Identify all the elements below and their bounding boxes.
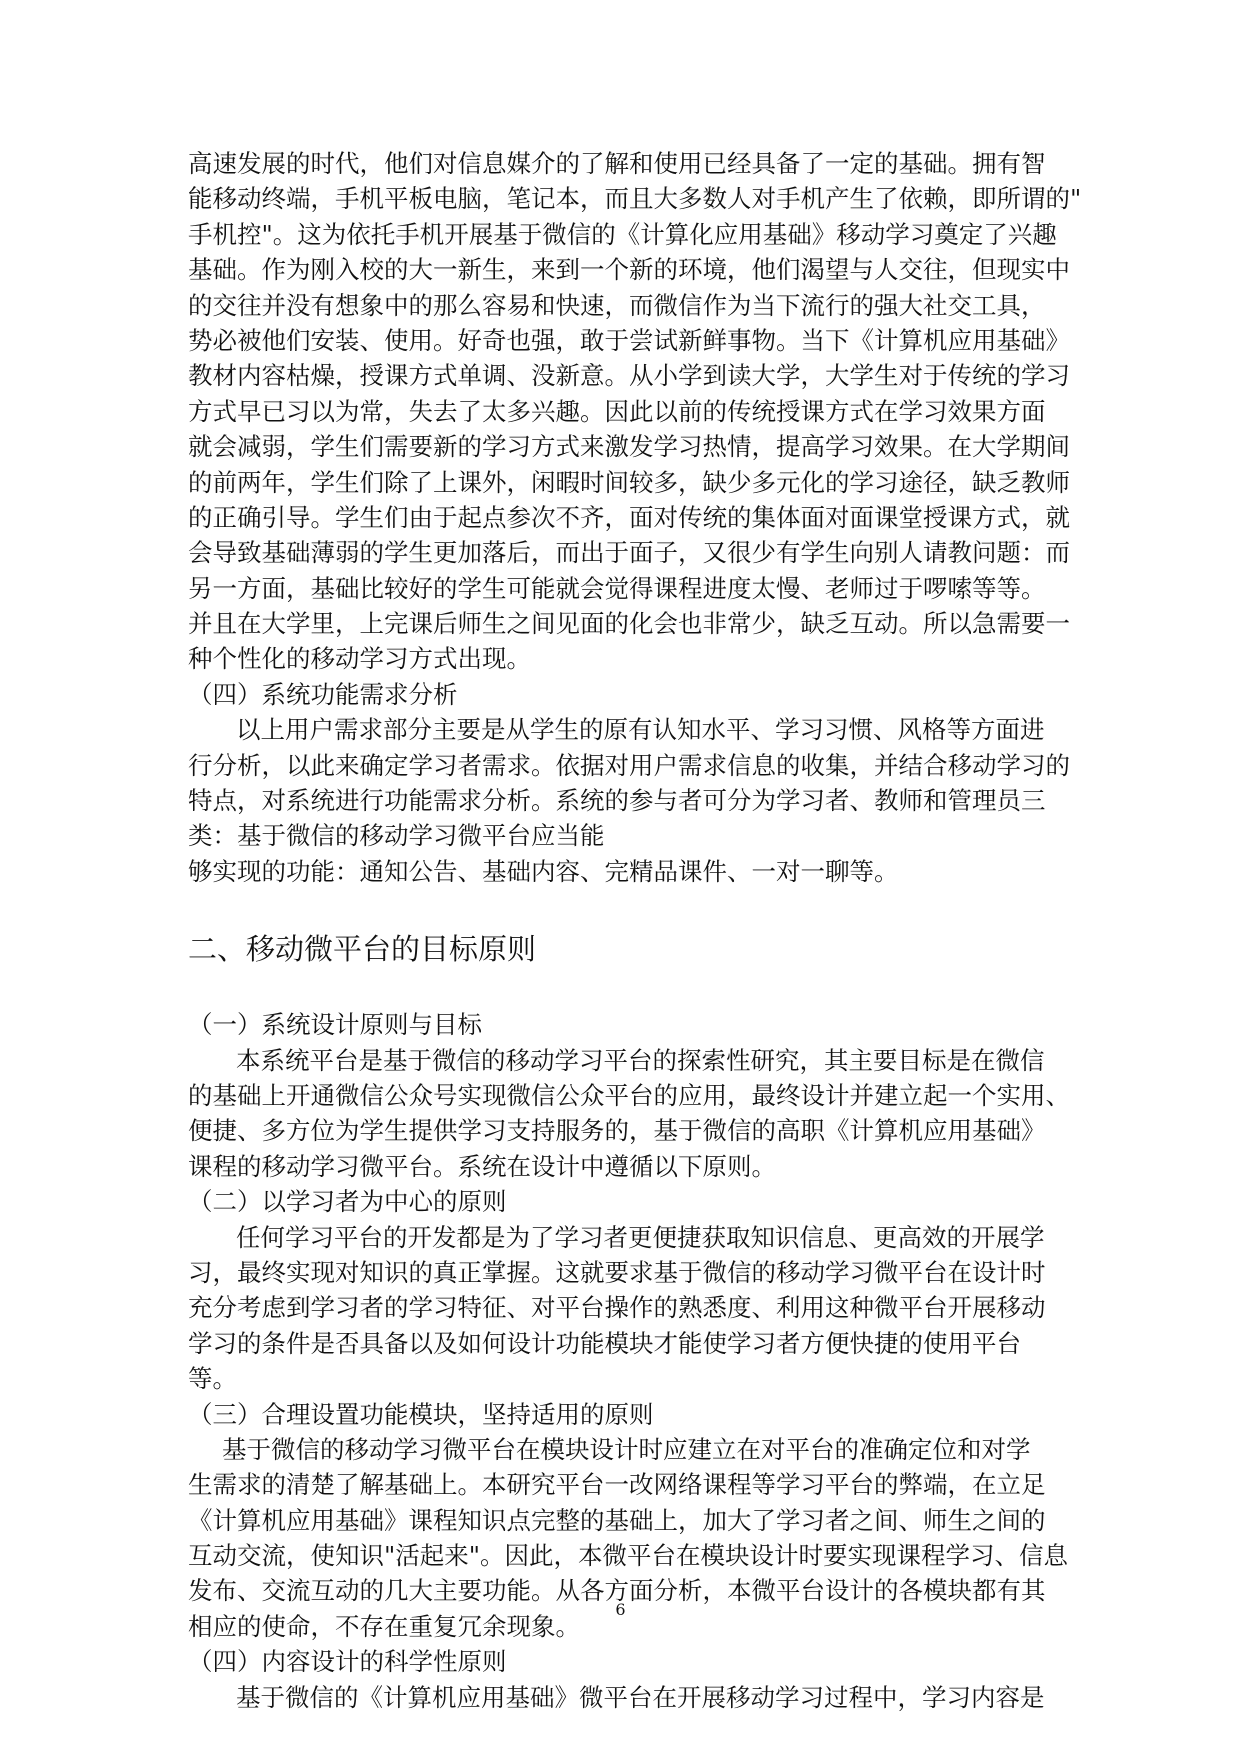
text-line: 本系统平台是基于微信的移动学习平台的探索性研究，其主要目标是在微信 <box>236 1045 1045 1075</box>
text-line: 并且在大学里，上完课后师生之间见面的化会也非常少，缺乏互动。所以急需要一 <box>188 609 1070 639</box>
text-line: 方式早已习以为常，失去了太多兴趣。因此以前的传统授课方式在学习效果方面 <box>188 396 1046 426</box>
section-title-module-setup: （三）合理设置功能模块，坚持适用的原则 <box>188 1399 654 1429</box>
text-line: 能移动终端，手机平板电脑，笔记本，而且大多数人对手机产生了依赖，即所谓的" <box>188 184 1082 214</box>
page-number: 6 <box>615 1600 626 1619</box>
text-line: 《计算机应用基础》课程知识点完整的基础上，加大了学习者之间、师生之间的 <box>188 1505 1046 1535</box>
text-line: 相应的使命，不存在重复冗余现象。 <box>188 1611 580 1641</box>
text-line: 发布、交流互动的几大主要功能。从各方面分析，本微平台设计的各模块都有其 <box>188 1576 1046 1606</box>
text-line: 课程的移动学习微平台。系统在设计中遵循以下原则。 <box>188 1151 776 1181</box>
text-line: 任何学习平台的开发都是为了学习者更便捷获取知识信息、更高效的开展学 <box>236 1222 1045 1252</box>
paragraph-design-principles <box>188 1043 1070 1185</box>
section-title-requirements: （四）系统功能需求分析 <box>188 679 458 709</box>
text-line: 的基础上开通微信公众号实现微信公众平台的应用，最终设计并建立起一个实用、 <box>188 1080 1070 1110</box>
section-title-content-design: （四）内容设计的科学性原则 <box>188 1647 507 1677</box>
text-line: 基础。作为刚入校的大一新生，来到一个新的环境，他们渴望与人交往，但现实中 <box>188 255 1070 285</box>
section-title-learner-centered: （二）以学习者为中心的原则 <box>188 1187 507 1217</box>
text-line: 会导致基础薄弱的学生更加落后，而出于面子，又很少有学生向别人请教问题：而 <box>188 538 1070 568</box>
page-content <box>188 146 1082 1715</box>
text-line: 便捷、多方位为学生提供学习支持服务的，基于微信的高职《计算机应用基础》 <box>188 1116 1046 1146</box>
text-line: 势必被他们安装、使用。好奇也强，敢于尝试新鲜事物。当下《计算机应用基础》 <box>188 325 1070 355</box>
text-line: 生需求的清楚了解基础上。本研究平台一改网络课程等学习平台的弊端，在立足 <box>188 1470 1046 1500</box>
text-line: 基于微信的《计算机应用基础》微平台在开展移动学习过程中，学习内容是 <box>236 1682 1045 1712</box>
text-line: 充分考虑到学习者的学习特征、对平台操作的熟悉度、利用这种微平台开展移动 <box>188 1293 1046 1323</box>
text-line: 教材内容枯燥，授课方式单调、没新意。从小学到读大学，大学生对于传统的学习 <box>188 361 1070 391</box>
text-line: 的交往并没有想象中的那么容易和快速，而微信作为当下流行的强大社交工具， <box>188 290 1046 320</box>
text-line: 学习的条件是否具备以及如何设计功能模块才能使学习者方便快捷的使用平台 <box>188 1328 1021 1358</box>
section-title-design-principles: （一）系统设计原则与目标 <box>188 1010 482 1040</box>
text-line: 够实现的功能：通知公告、基础内容、完精品课件、一对一聊等。 <box>188 856 899 886</box>
paragraph-intro <box>188 146 1082 677</box>
text-line: 互动交流，使知识"活起来"。因此，本微平台在模块设计时要实现课程学习、信息 <box>188 1541 1069 1571</box>
text-line: 以上用户需求部分主要是从学生的原有认知水平、学习习惯、风格等方面进 <box>236 715 1045 745</box>
text-line: 的前两年，学生们除了上课外，闲暇时间较多，缺少多元化的学习途径，缺乏教师 <box>188 467 1070 497</box>
text-line: 习，最终实现对知识的真正掌握。这就要求基于微信的移动学习微平台在设计时 <box>188 1257 1046 1287</box>
text-line: 另一方面，基础比较好的学生可能就会觉得课程进度太慢、老师过于啰嗦等等。 <box>188 573 1046 603</box>
text-line: 基于微信的移动学习微平台在模块设计时应建立在对平台的准确定位和对学 <box>222 1434 1031 1464</box>
text-line: 手机控"。这为依托手机开展基于微信的《计算化应用基础》移动学习奠定了兴趣 <box>188 219 1057 249</box>
text-line: 类：基于微信的移动学习微平台应当能 <box>188 821 605 851</box>
text-line: 等。 <box>188 1364 237 1394</box>
text-line: 种个性化的移动学习方式出现。 <box>188 644 531 674</box>
text-line: 高速发展的时代，他们对信息媒介的了解和使用已经具备了一定的基础。拥有智 <box>188 149 1046 178</box>
paragraph-requirements <box>188 712 1070 889</box>
paragraph-learner-centered <box>188 1220 1058 1397</box>
text-line: 就会减弱，学生们需要新的学习方式来激发学习热情，提高学习效果。在大学期间 <box>188 432 1070 462</box>
chapter-heading: 二、移动微平台的目标原则 <box>188 932 537 967</box>
text-line: 行分析，以此来确定学习者需求。依据对用户需求信息的收集，并结合移动学习的 <box>188 750 1070 780</box>
text-line: 特点，对系统进行功能需求分析。系统的参与者可分为学习者、教师和管理员三 <box>188 786 1046 816</box>
text-line: 的正确引导。学生们由于起点参次不齐，面对传统的集体面对面课堂授课方式，就 <box>188 502 1070 532</box>
paragraph-content-design <box>188 1680 1058 1715</box>
